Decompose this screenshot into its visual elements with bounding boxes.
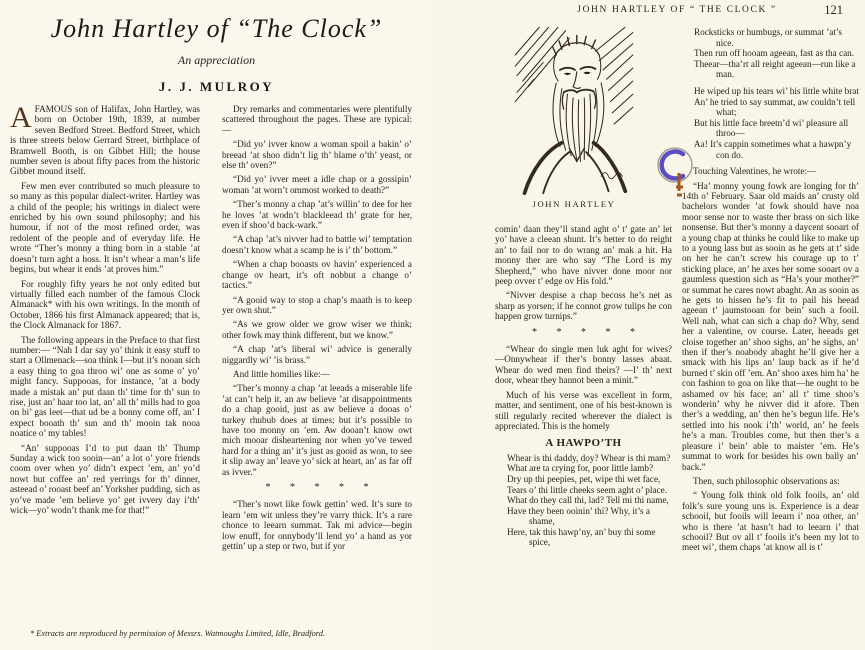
article-subtitle: An appreciation	[177, 53, 256, 67]
running-head: JOHN HARTLEY OF “ THE CLOCK ”	[577, 5, 777, 15]
paragraph: “Ther’s nowt like fowk gettin’ wed. It’s sure to learn ’em wit unless they’re varry thick. It’s a rare chonce to leearn summat. Tak mi advice—begin low enuff, for onnybody’ll lend yo’ a hand as yor gettin’ up a step or two, but if yor	[222, 499, 412, 552]
paragraph: “Did yo’ ivver meet a idle chap or a gossipin’ woman ’at worn’t ommost worked to death?”	[222, 174, 412, 195]
left-column-2	[222, 104, 412, 555]
paragraph: “A chap ’at’s nivver had to battle wi’ temptation doesn’t know what a scamp he is i’ th’ bottom.”	[222, 234, 412, 255]
paragraph: “Ther’s monny a chap ’at’s willin’ to dee for her he loves ’at wodn’t blackleead th’ grate for her, even if shoo’d back-wark.”	[222, 199, 412, 231]
paragraph: “As we grow older we grow wiser we think; other fowk may think different, but we know.”	[222, 319, 412, 340]
poem-title: A HAWPO’TH	[545, 437, 622, 450]
right-column-2	[682, 27, 859, 557]
poem-line: Theear—tha’rt all reight ageean—run like a man.	[694, 58, 856, 80]
paragraph: Then, such philosophic observations as:	[693, 475, 840, 486]
poem-line: Tears o’ thi little cheeks seem aght o’ place.	[507, 484, 667, 495]
paragraph-text: FAMOUS son of Halifax, John Hartley, was born on October 19th, 1839, at number seven Bedford Street. Bedford Street, which is three streets below Gerrard Street, birthplace of Bramwell Booth, is on Gibbet Hill; the house number seven is about fifty paces from the historic Gibbet mound itself.	[10, 104, 200, 177]
poem-line: Whear is thi daddy, doy? Whear is thi mam?	[507, 452, 671, 463]
poem-line: An’ he tried to say summat, aw couldn’t tell what;	[694, 96, 856, 118]
paragraph: Dry remarks and commentaries were plentifully scattered throughout the pages. These are typical:—	[222, 104, 412, 135]
hatching-right	[595, 27, 632, 124]
portrait-block	[495, 27, 672, 219]
portrait-caption: JOHN HARTLEY	[532, 199, 616, 209]
poem-line: But his little face breetn’d wi’ pleasure all throo—	[694, 117, 849, 139]
eye-left	[564, 73, 571, 75]
paragraph: For roughly fifty years he not only edited but virtually filled each number of the famous Clock Almanack* with his own writings. In the month of October, 1866 his first Almanack appeared; that is, the Clock Almanack for 1867.	[10, 278, 200, 331]
paragraph: “A gooid way to stop a chap’s maath is to keep yer own shut.”	[222, 294, 412, 315]
paragraph: “Ther’s monny a chap ’at leeads a miserable life ’at can’t help it, an aw believe ’at disappointments do a chap gooid, just as aw believe a dooas o’ turkey rhubub does at times; but it’s possible to have too monny on ’em. Aw dooan’t know owt mich mooar disheartening nor when yo’ve tewed hard for a thing an’ it’s just as gooid as won, to see it slip away an’ leave yo’ sick at heart, an’ as far off as ivver.”	[222, 383, 412, 477]
poem-line: He wiped up his tears wi’ his little white brat	[694, 85, 859, 96]
paragraph: “Nivver despise a chap becoss he’s net as sharp as yorsen; if he connot grow tulips he con happen grow turnips.”	[495, 290, 672, 322]
poem-line: Here, tak this hawp’ny, an’ buy thi some spice,	[507, 526, 656, 548]
right-column-1	[495, 27, 672, 557]
eye-right	[583, 72, 590, 74]
footnote: * Extracts are reproduced by permission of Messrs. Watmoughs Limited, Idle, Bradford.	[30, 629, 326, 638]
paragraph: “Did yo’ ivver know a woman spoil a bakin’ o’ breead ’at shoo didn’t lig th’ blame o’th’ yeast, or else th’ oven?”	[222, 139, 412, 171]
poem-line: What are ta crying for, poor little lamb?	[507, 463, 654, 474]
paragraph: Much of his verse was excellent in form, matter, and sentiment, one of his best-known is still regularly recited wherever the dialect is appreciated. This is the homely	[495, 389, 672, 431]
paragraph: comin’ daan they’ll stand aght o’ t’ gate an’ let yo’ have a cleean shunt. It’s better to do reight an’ to fail nor to do wrang an’ mak a hit. Ha monny ther are who say “The Lord is my Shepherd,” who have nivver done moor nor peep ovver t’ edge ov His fold.”	[495, 224, 672, 287]
article-title: John Hartley of “The Clock”	[50, 14, 383, 43]
paragraph: Touching Valentines, he wrote:—	[693, 166, 817, 177]
asterisk-separator: * * * * *	[532, 326, 635, 338]
poem-line: What do they call thi, lad? Tell mi thi name,	[507, 495, 669, 506]
dropcap-letter: A	[10, 101, 32, 134]
right-page-columns	[495, 27, 859, 557]
poem-line: Rocksticks or humbugs, or summat ’at’s nice.	[694, 27, 843, 48]
page-number: 121	[824, 3, 843, 17]
paragraph: “Whear do single men luk aght for wives? —Onnywhear if ther’s bonny lasses abaat. Whear do wed men find theirs? —I’ th’ next door, whear they hannot been a minit.”	[495, 344, 672, 386]
poem-line: Aa! It’s cappin sometimes what a hawpn’y con do.	[694, 138, 852, 160]
paragraph	[10, 101, 200, 177]
paragraph: “An’ suppooas I’d to put daan th’ Thump Sunday a wick too sooin—an’ a lot o’ yore friends coom over when yo’ didn’t expect ’em, an’ yo’d nowt but coffee an’ red yerrings for th’ dinner, asteead o’ rooast beef an’ Yorksher pudding, sich as yo’ve made ’em believe yo’ get ivvery day i’th’ wick—yo’ wodn’t thank me for that!”	[10, 442, 200, 516]
colored-pen-mark	[650, 137, 702, 203]
paragraph: The following appears in the Preface to that first number:— “Nah I dar say yo’ think it easy stuff to start a Ollmenack—soa think I—but it’s nooan sich a easy thing to goa throo wi’ one as some o’ yo’ might fancy. Suppooas, for instance, ’at a body made a mistak an’ put daan th’ time for th’ sun to rise, just an’ haar too lat, an’ all th’ mills had to goa on bi’ gas leet—that ud be a bonny come off, an’ I expect booath th’ sun and th’ mooin tak nooa noatice o’ my tables!	[10, 334, 200, 439]
paragraph: And little homilies like:—	[233, 368, 330, 379]
right-page	[433, 0, 865, 650]
poem-line: Dry up thi peepies, pet, wipe thi wet face,	[507, 473, 661, 484]
paragraph: “A chap ’at’s liberal wi’ advice is generally niggardly wi’ ’is brass.”	[222, 344, 412, 365]
paragraph: “ Young folk think old folk fooils, an’ old folk’s sure young uns is. Experience is a dear schooil, but fooils will leearn i’ noa other, an’ who is there ’at hasn’t had to leearn i’ that schooil? But ov all t’ fooils it’s been my lot to meet wi’, them chaps ’at know all is t’	[682, 490, 859, 553]
left-column-1	[10, 101, 200, 555]
portrait-illustration	[511, 27, 637, 195]
paragraph: Few men ever contributed so much pleasure to so many as this popular dialect-writer. Hartley was a child of the people; his writings in dialect were enriched by his own sound philosophy; and his humour, if not of the most refined order, was redolent of the people and of everyday life. He wrote “Ther’s monny a thing born in a stable ’at doesn’t turn aght a hoss. It isn’t whear a man’s life begins, but whear it ends ’at proves him.”	[10, 180, 200, 275]
paragraph: “Ha’ monny young fowk are longing for th’ 14th o’ February. Saar old maids an’ crusty old bachelors wonder ’at fowk should have noa moor sense nor to waste ther brass on sich like nonsense. But ther’s monny a daycent sooart of a young chap at thinks he could like to make up to a young lass but as sooin as he gets at t’ side on her he can’t screw his courage up to t’ sticking place, an’ he axes her some sooart ov a gaumless question sich as “Ha’s your mother?” or summat he cares nowt abaght. An as sooin as he gets to hissen he’s fit to pail his heead ageean t’ jaumstooan for bein’ such a fooil. Well nah, what can sich a chap do? Why, send her a valentine, ov course. Later, heeads get cloise together an’ shoo sighs, an’ he sighs, an’ then if ther’s noabody abaght he’ll give her a smack with his lips an’ laup back as if he’d burned t’ skin off ’em. An’ shoo axes him ha’ he con fashion to goa on like that—he ought to be ashamed ov his face; an’ all t’ time shoo’s wonderin’ why he nivver did it afore. Then ther’s a wedding, an’ then he’s begun life. He’s settled into his nook i’th’ world, an’ he feels he’s a man. Troubles come, but then ther’s a pleasure i’ bein’ able to maister ’em. He’s summat to work for besides his own bally an’ back.”	[682, 180, 859, 472]
poem-line: Have they been ooinin’ thi? Why, it’s a shame,	[507, 505, 650, 527]
poem-line: Then run off hooam ageean, fast as tha can.	[694, 48, 855, 59]
article-author: J. J. MULROY	[158, 79, 275, 94]
asterisk-separator: * * * * *	[265, 482, 369, 493]
left-page-columns	[10, 101, 412, 555]
paragraph: “When a chap booasts ov havin’ experienced a change ov heart, it’s oft nobbut a change o’ tactics.”	[222, 259, 412, 291]
